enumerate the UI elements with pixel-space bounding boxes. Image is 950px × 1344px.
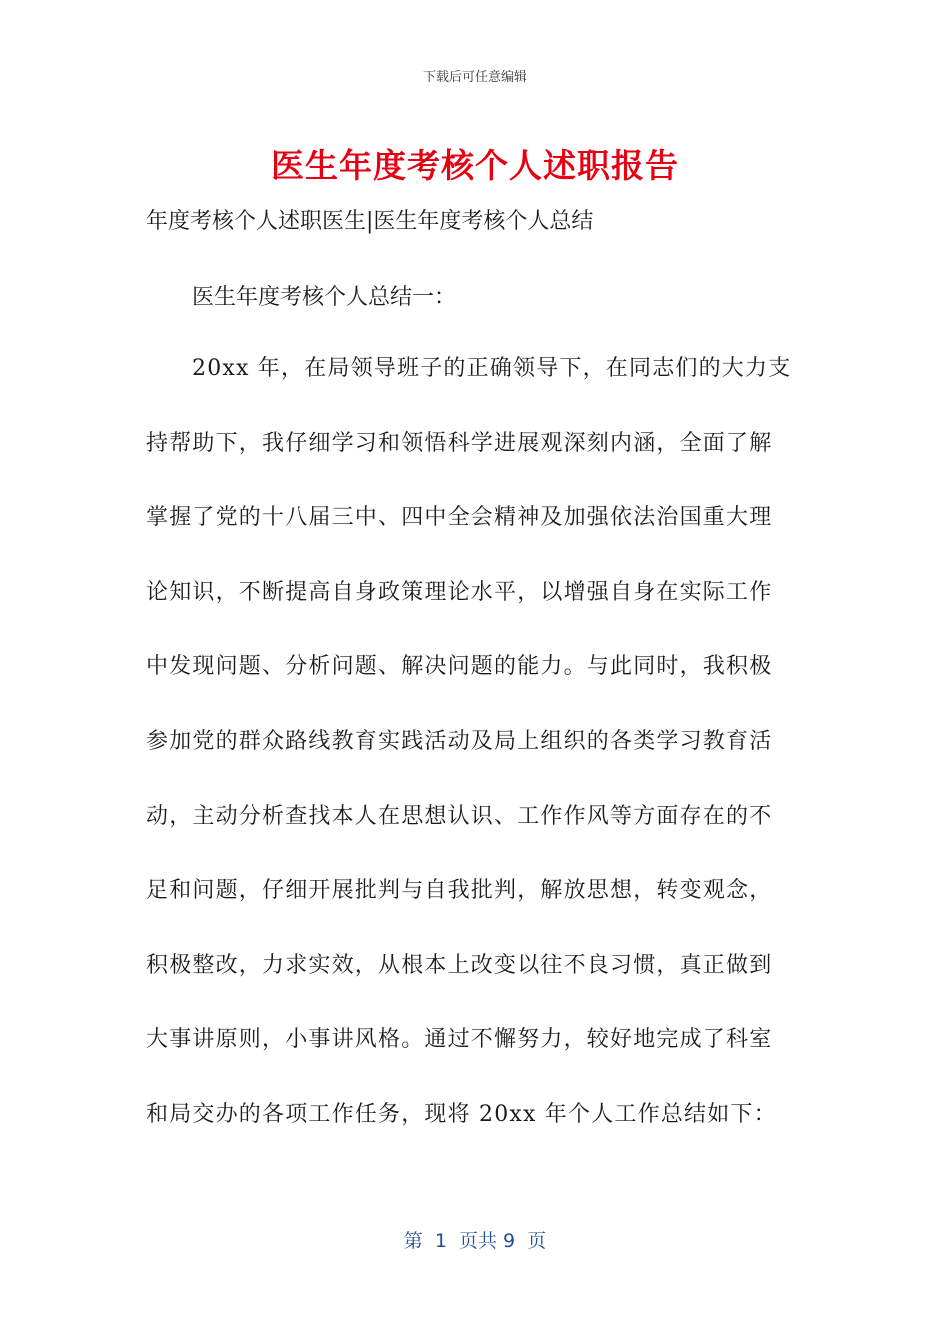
paragraph-line: 参加党的群众路线教育实践活动及局上组织的各类学习教育活: [146, 728, 773, 754]
paragraph-line: 掌握了党的十八届三中、四中全会精神及加强依法治国重大理: [146, 505, 773, 531]
paragraph-line: 论知识，不断提高自身政策理论水平，以增强自身在实际工作: [146, 579, 773, 605]
paragraph-line: 持帮助下，我仔细学习和领悟科学进展观深刻内涵，全面了解: [146, 430, 773, 456]
document-subtitle: 年度考核个人述职医生|医生年度考核个人总结: [146, 209, 594, 234]
paragraph-line: 中发现问题、分析问题、解决问题的能力。与此同时，我积极: [146, 654, 773, 680]
paragraph-line: 积极整改，力求实效，从根本上改变以往不良习惯，真正做到: [146, 952, 773, 978]
paragraph-line: 动，主动分析查找本人在思想认识、工作作风等方面存在的不: [146, 803, 773, 829]
body-paragraph: [146, 353, 806, 1174]
paragraph-line: 足和问题，仔细开展批判与自我批判，解放思想，转变观念，: [146, 878, 773, 904]
document-title: 医生年度考核个人述职报告: [271, 146, 679, 185]
page-footer: 第 1 页共 9 页: [403, 1230, 547, 1252]
section-heading: 医生年度考核个人总结一：: [192, 285, 457, 310]
paragraph-line: 大事讲原则，小事讲风格。通过不懈努力，较好地完成了科室: [146, 1027, 773, 1053]
header-note: 下载后可任意编辑: [422, 70, 527, 85]
paragraph-line: 和局交办的各项工作任务，现将 20xx 年个人工作总结如下：: [146, 1101, 777, 1127]
paragraph-line: 20xx 年，在局领导班子的正确领导下，在同志们的大力支: [192, 356, 792, 381]
